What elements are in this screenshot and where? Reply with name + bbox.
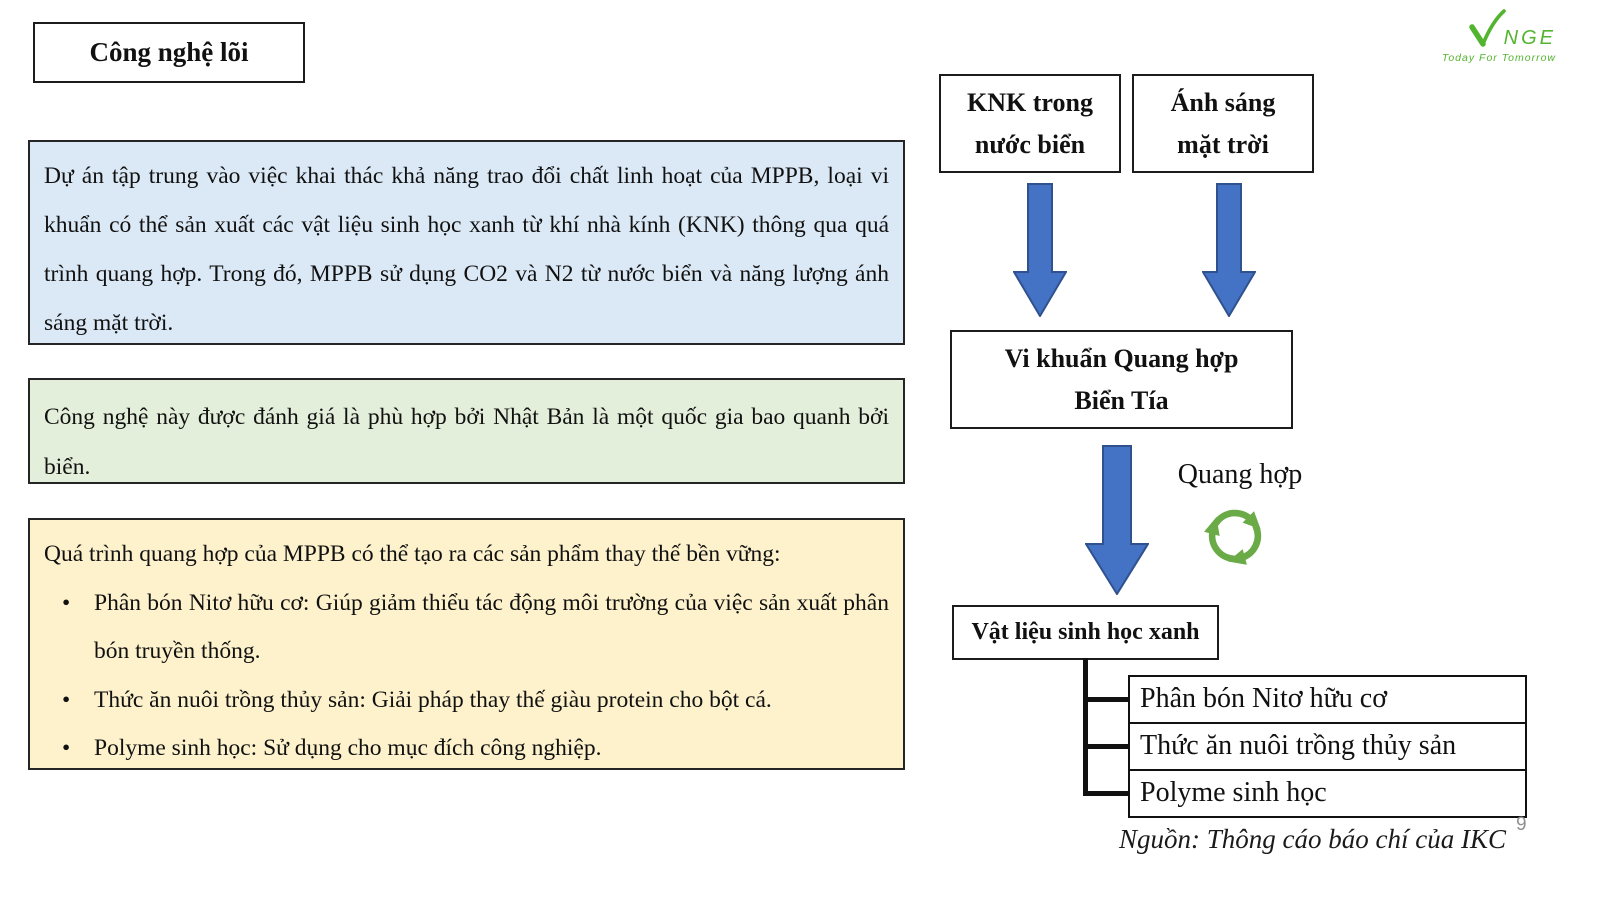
list-item bbox=[44, 579, 889, 676]
project-description-panel bbox=[28, 140, 905, 345]
project-description-text: Dự án tập trung vào việc khai thác khả năng trao đổi chất linh hoạt của MPPB, loại vi khuẩn có thể sản xuất các vật liệu sinh học xanh từ khí nhà kính (KNK) thông qua quá trình quang hợp. Trong đó, MPPB sử dụng CO2 và N2 từ nước biển và năng lượng ánh sáng mặt trời. bbox=[44, 163, 889, 336]
diagram-box-knk-line2: nước biển bbox=[974, 130, 1086, 159]
source-note: Nguồn: Thông cáo báo chí của IKC bbox=[1119, 824, 1506, 854]
down-arrow-icon bbox=[1013, 183, 1067, 317]
diagram-box-green-biomaterials: Vật liệu sinh học xanh bbox=[952, 605, 1219, 660]
evaluation-panel bbox=[28, 378, 905, 484]
down-arrow-icon bbox=[1202, 183, 1256, 317]
connector-branch-line bbox=[1083, 744, 1128, 749]
bullet-icon: • bbox=[62, 589, 71, 616]
diagram-box-knk bbox=[939, 74, 1121, 173]
bullet-text: Thức ăn nuôi trồng thủy sản: Giải pháp thay thế giàu protein cho bột cá. bbox=[94, 686, 772, 713]
logo-tagline: Today For Tomorrow bbox=[1441, 52, 1556, 64]
connector-branch-line bbox=[1083, 791, 1128, 796]
diagram-box-fertilizer: Phân bón Nitơ hữu cơ bbox=[1128, 675, 1527, 724]
bullet-icon: • bbox=[62, 686, 71, 713]
evaluation-text: Công nghệ này được đánh giá là phù hợp bởi Nhật Bản là một quốc gia bao quanh bởi biển. bbox=[44, 404, 889, 480]
logo-wordmark bbox=[1438, 8, 1556, 48]
diagram-box-sunlight-line2: mặt trời bbox=[1177, 130, 1269, 159]
products-panel bbox=[28, 518, 905, 770]
diagram-box-bacteria-line2: Biển Tía bbox=[1074, 386, 1169, 415]
bullet-icon: • bbox=[62, 735, 71, 761]
diagram-box-bacteria-line1: Vi khuẩn Quang hợp bbox=[1004, 344, 1239, 373]
process-label: Quang hợp bbox=[1177, 459, 1303, 490]
diagram-box-sunlight-line1: Ánh sáng bbox=[1170, 88, 1276, 117]
list-item bbox=[44, 724, 889, 773]
diagram-box-bacteria bbox=[950, 330, 1293, 429]
connector-vertical-line bbox=[1083, 658, 1088, 796]
diagram-box-aquafeed: Thức ăn nuôi trồng thủy sản bbox=[1128, 722, 1527, 771]
down-arrow-icon bbox=[1085, 445, 1149, 595]
diagram-box-knk-line1: KNK trong bbox=[967, 88, 1093, 117]
page-number: 9 bbox=[1516, 814, 1527, 835]
company-logo bbox=[1438, 8, 1556, 64]
logo-checkmark-icon bbox=[1468, 8, 1506, 48]
diagram-box-biopolymer: Polyme sinh học bbox=[1128, 769, 1527, 818]
bullet-text: Phân bón Nitơ hữu cơ: Giúp giảm thiểu tác động môi trường của việc sản xuất phân bón truyền thống. bbox=[94, 589, 889, 664]
list-item bbox=[44, 676, 889, 725]
products-intro: Quá trình quang hợp của MPPB có thể tạo ra các sản phẩm thay thế bền vững: bbox=[44, 541, 781, 567]
diagram-box-sunlight bbox=[1132, 74, 1314, 173]
page-title: Công nghệ lõi bbox=[33, 22, 305, 83]
connector-branch-line bbox=[1083, 697, 1128, 702]
products-bullet-list bbox=[44, 579, 889, 773]
recycle-icon bbox=[1197, 496, 1273, 572]
bullet-text: Polyme sinh học: Sử dụng cho mục đích công nghiệp. bbox=[94, 735, 602, 761]
logo-letters: NGE bbox=[1503, 27, 1556, 49]
